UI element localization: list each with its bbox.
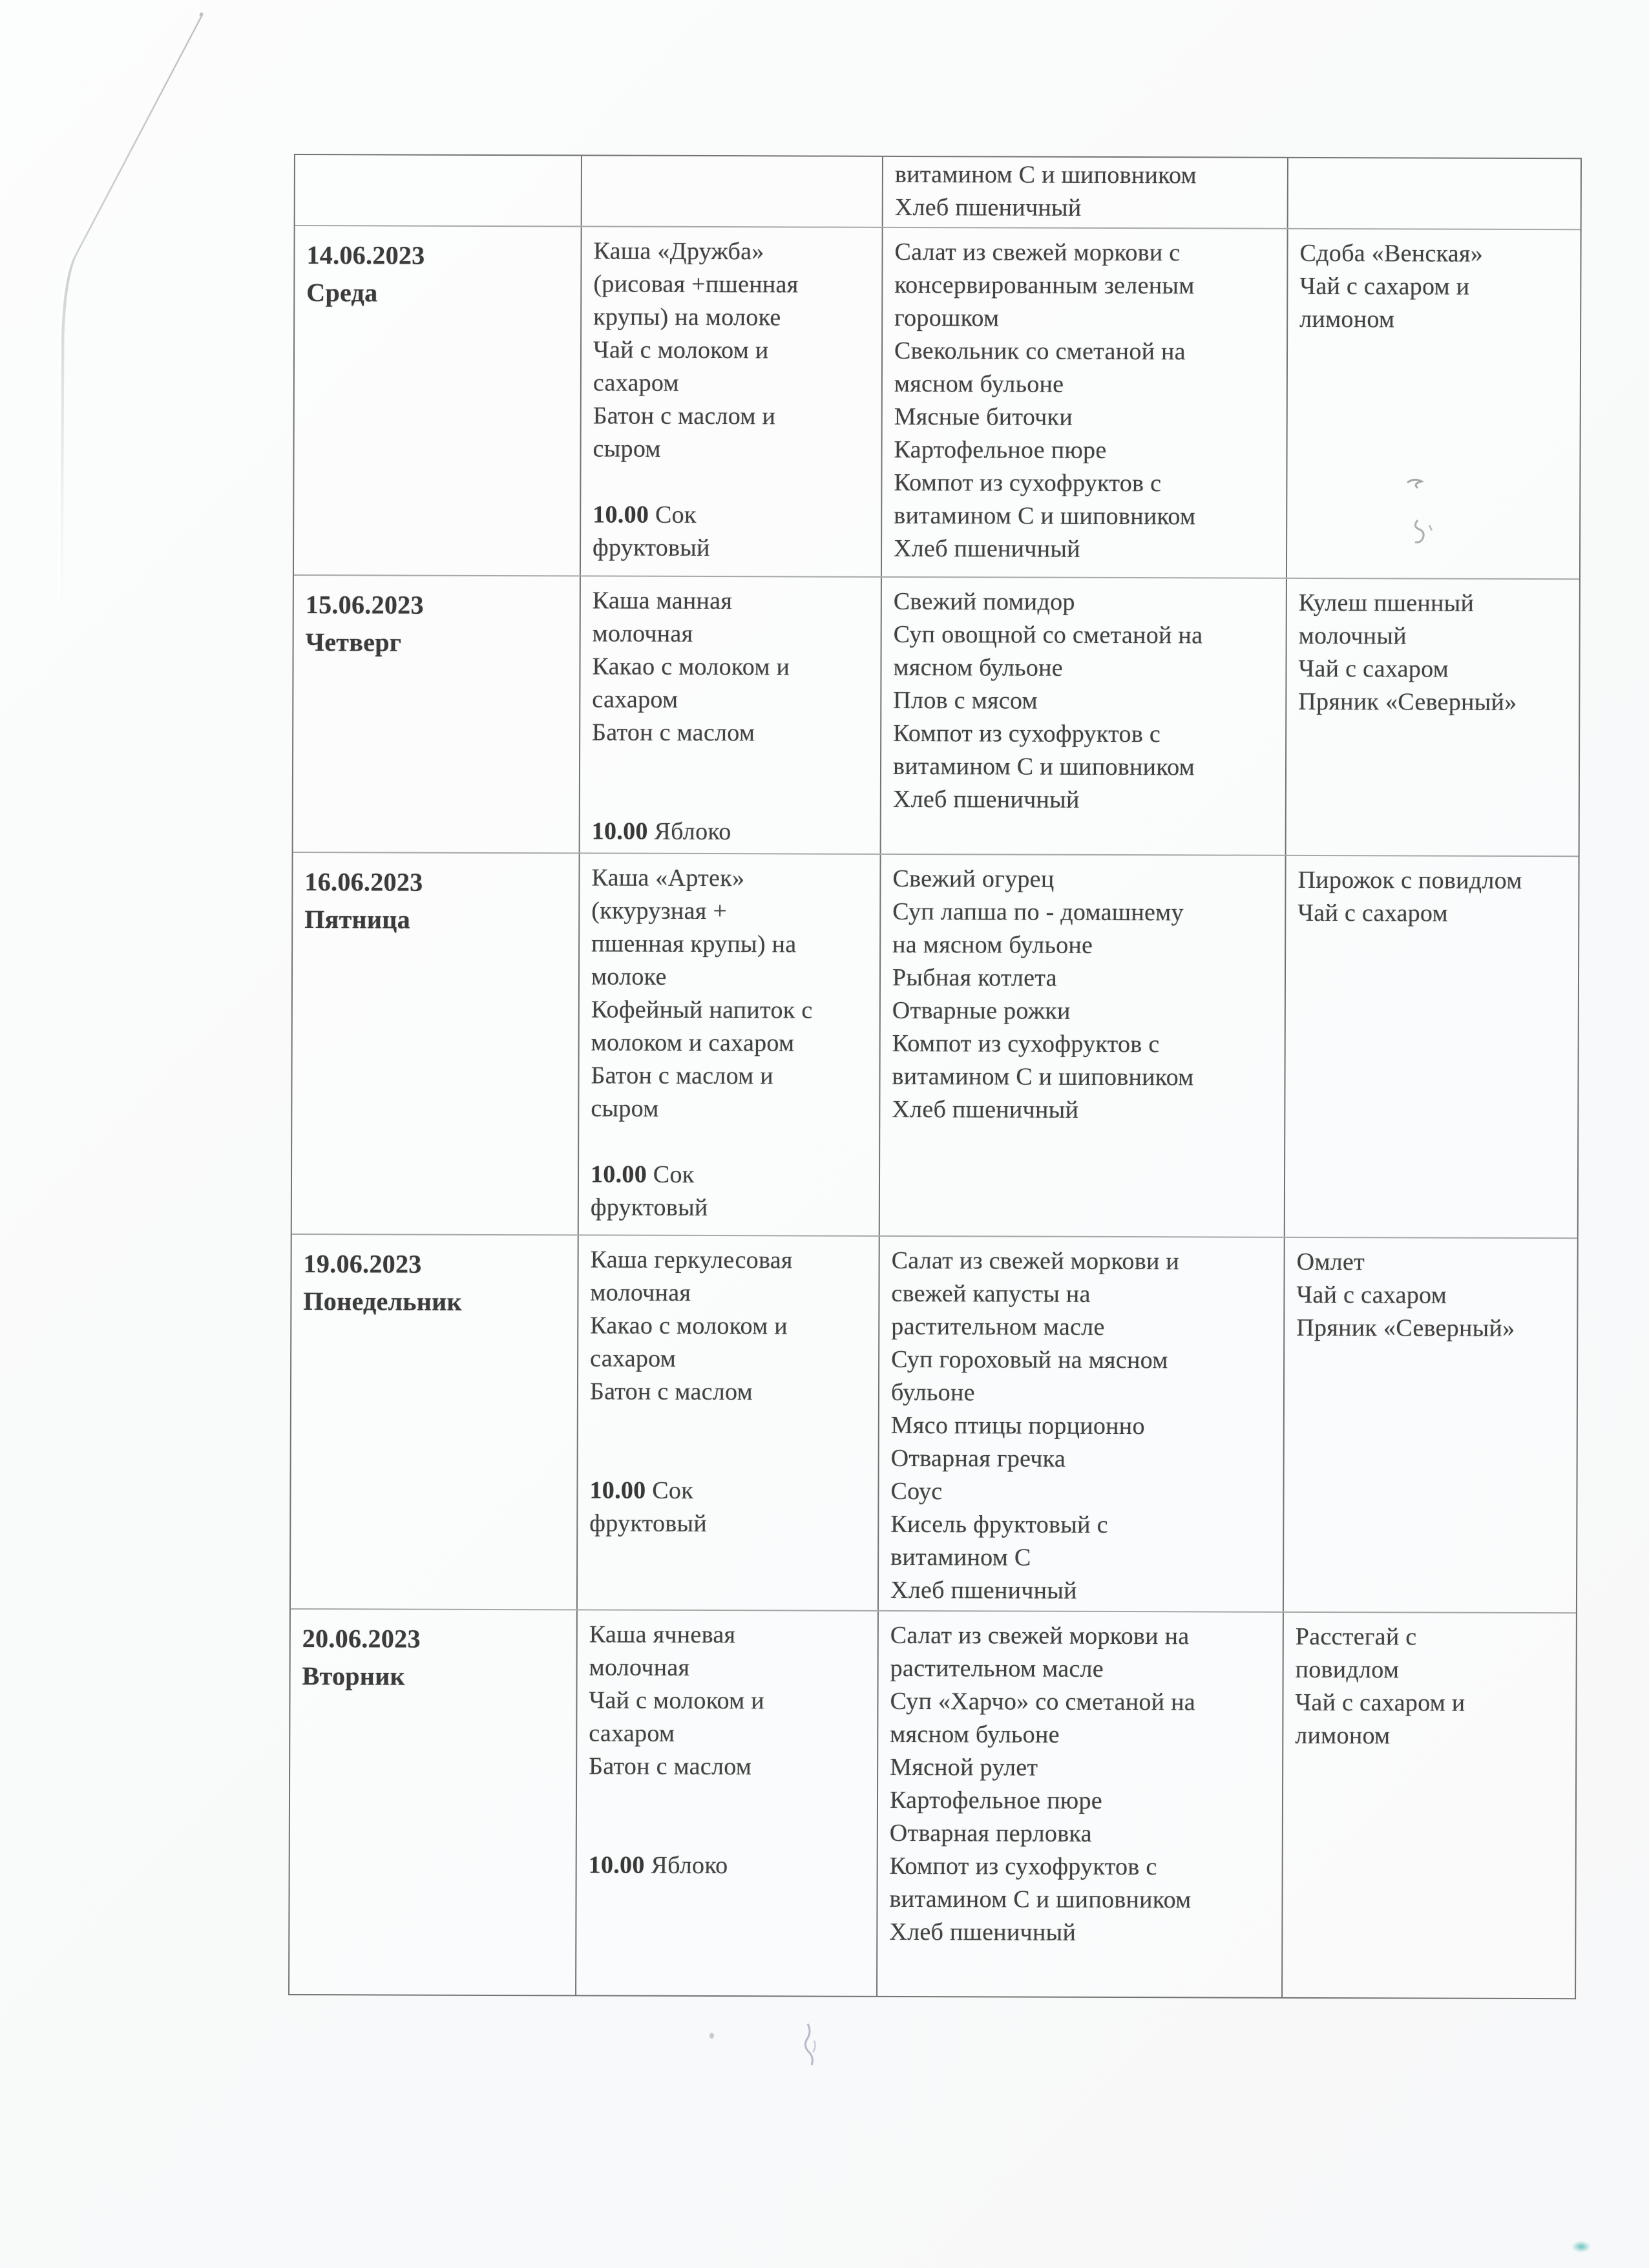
menu-item-text: Мясные биточки <box>894 403 1073 431</box>
menu-item-text: 10.00 Яблоко <box>588 1851 728 1880</box>
menu-item-text: растительном масле <box>891 1312 1105 1341</box>
menu-item-text: Пирожок с повидлом <box>1297 866 1522 894</box>
table-row <box>292 852 1579 1237</box>
menu-item-text: Хлеб пшеничный <box>890 1576 1077 1604</box>
menu-item-text: Чай с молоком и <box>593 336 769 364</box>
cell-breakfast <box>578 854 880 1235</box>
menu-item-text: Хлеб пшеничный <box>892 785 1080 814</box>
cell-breakfast <box>580 227 882 576</box>
menu-item-text: Хлеб пшеничный <box>892 1095 1079 1124</box>
menu-item-text: Суп лапша по - домашнему <box>892 898 1184 927</box>
menu-item-text: (рисовая +пшенная <box>593 270 799 299</box>
blank-line <box>590 1441 873 1475</box>
cell-date <box>292 853 579 1234</box>
menu-item-text: сахаром <box>593 369 679 397</box>
scan-squiggle-artifact <box>799 2021 824 2073</box>
table-row <box>291 1234 1577 1612</box>
menu-item-text: пшенная крупы) на <box>591 930 797 958</box>
menu-item-text: Свекольник со сметаной на <box>894 337 1186 366</box>
menu-item-text: на мясном бульоне <box>892 930 1093 959</box>
menu-item-text: сыром <box>593 435 661 463</box>
cell-date <box>294 226 581 575</box>
menu-item-text: мясном бульоне <box>893 653 1064 682</box>
menu-item-text: Суп «Харчо» со сметаной на <box>890 1687 1196 1716</box>
table-row <box>294 225 1581 578</box>
menu-item-text: 10.00 Сок <box>589 1476 694 1504</box>
menu-item-text: витамином С и шиповником <box>892 1062 1194 1091</box>
menu-item-text: Кофейный напиток с <box>591 996 813 1024</box>
menu-item-text: Картофельное пюре <box>894 436 1107 464</box>
menu-item-text: Батон с маслом и <box>593 402 776 430</box>
blank-line <box>589 1783 872 1816</box>
menu-item-text: Каша ячневая <box>589 1621 736 1649</box>
menu-item-text: Отварная перловка <box>889 1819 1092 1847</box>
menu-item-text: витамином С и шиповником <box>889 1885 1192 1914</box>
menu-item-text: молоке <box>591 963 667 991</box>
paper-fold-crease <box>0 0 271 646</box>
cell-lunch <box>876 1612 1283 1997</box>
blank-line <box>593 465 876 499</box>
menu-item-text: Соус <box>890 1477 943 1506</box>
blank-line <box>590 1408 873 1442</box>
menu-item-text: Каша геркулесовая <box>590 1246 793 1274</box>
blank-line <box>591 1125 874 1159</box>
cell-lunch <box>881 228 1287 578</box>
menu-item-text: крупы) на молоке <box>593 303 781 331</box>
cell-breakfast <box>576 1235 879 1610</box>
scan-speck-teal <box>1571 2241 1591 2252</box>
menu-item-text: Батон с маслом <box>589 1378 753 1406</box>
menu-item-text: Отварные рожки <box>892 996 1071 1025</box>
table-row <box>295 155 1581 229</box>
date-text: 19.06.2023 <box>303 1249 422 1279</box>
menu-item-text: фруктовый <box>590 1193 708 1222</box>
menu-item-text: повидлом <box>1295 1655 1400 1684</box>
menu-item-text: Суп гороховый на мясном <box>891 1345 1168 1374</box>
menu-item-text: лимоном <box>1299 305 1395 333</box>
menu-item-text: 10.00 Сок <box>593 501 697 529</box>
menu-item-text: Чай с молоком и <box>589 1686 765 1715</box>
menu-item-text: Свежий огурец <box>892 865 1055 893</box>
date-text: 16.06.2023 <box>304 867 423 897</box>
menu-item-text: витамином С и шиповником <box>894 160 1197 189</box>
menu-item-text: 10.00 Яблоко <box>591 817 731 846</box>
menu-item-text: Плов с мясом <box>893 686 1038 715</box>
menu-item-text: мясном бульоне <box>894 370 1064 398</box>
menu-item-text: мясном бульоне <box>890 1720 1060 1748</box>
menu-item-text: Какао с молоком и <box>592 653 790 681</box>
cell-date <box>295 155 581 226</box>
menu-item-text: бульоне <box>890 1378 975 1407</box>
menu-item-text: молоком и сахаром <box>591 1029 795 1057</box>
menu-item-text: Компот из сухофруктов с <box>889 1852 1157 1881</box>
menu-item-text: Кулеш пшенный <box>1298 589 1475 617</box>
menu-item-text: молочная <box>589 1654 690 1681</box>
menu-item-text: Кисель фруктовый с <box>890 1510 1108 1538</box>
cell-lunch <box>879 855 1285 1237</box>
menu-item-text: фруктовый <box>593 534 710 562</box>
date-text: Вторник <box>302 1661 405 1691</box>
menu-item-text: Хлеб пшеничный <box>894 193 1082 222</box>
menu-table <box>288 154 1582 1999</box>
menu-item-text: молочный <box>1298 622 1407 650</box>
menu-item-text: Хлеб пшеничный <box>889 1918 1077 1946</box>
menu-item-text: Пряник «Северный» <box>1296 1314 1515 1342</box>
cell-date <box>291 1235 578 1609</box>
menu-item-text: фруктовый <box>589 1509 708 1538</box>
cell-breakfast <box>579 576 881 853</box>
menu-item-text: горошком <box>894 304 1000 332</box>
menu-item-text: Чай с сахаром <box>1296 1281 1447 1309</box>
menu-item-text: Батон с маслом <box>592 719 755 747</box>
menu-item-text: Чай с сахаром и <box>1299 272 1470 300</box>
menu-item-text: Каша «Дружба» <box>593 237 764 266</box>
date-text: 14.06.2023 <box>306 240 425 270</box>
menu-item-text: Батон с маслом и <box>591 1062 774 1090</box>
cell-snack <box>1281 1613 1576 1998</box>
menu-item-text: Чай с сахаром <box>1298 655 1449 683</box>
menu-item-text: Салат из свежей моркови и <box>891 1246 1180 1276</box>
menu-item-text: витамином С и шиповником <box>894 501 1196 530</box>
menu-item-text: Чай с сахаром и <box>1295 1688 1465 1717</box>
date-text: 20.06.2023 <box>302 1624 421 1654</box>
menu-item-text: Каша «Артек» <box>591 864 745 892</box>
menu-item-text: Суп овощной со сметаной на <box>893 620 1203 649</box>
cell-snack <box>1287 158 1581 229</box>
date-text: Среда <box>306 278 378 308</box>
date-text: Четверг <box>305 627 402 657</box>
menu-item-text: сахаром <box>590 1345 677 1372</box>
cell-lunch <box>877 1237 1284 1612</box>
blank-line <box>592 749 875 782</box>
menu-item-text: Картофельное пюре <box>889 1786 1103 1814</box>
menu-item-text: молочная <box>590 1279 691 1307</box>
cell-lunch <box>882 157 1287 228</box>
menu-item-text: сахаром <box>592 686 678 713</box>
menu-item-text: Чай с сахаром <box>1297 899 1448 927</box>
blank-line <box>589 1816 872 1849</box>
date-text: Пятница <box>304 905 411 934</box>
menu-item-text: Хлеб пшеничный <box>894 534 1080 563</box>
menu-item-text: Салат из свежей моркови с <box>894 238 1181 267</box>
cell-snack <box>1284 856 1579 1237</box>
menu-item-text: Компот из сухофруктов с <box>892 1029 1160 1058</box>
menu-item-text: консервированным зеленым <box>894 271 1195 300</box>
menu-item-text: сахаром <box>589 1719 675 1747</box>
menu-item-text: (ккурузная + <box>591 897 728 925</box>
cell-snack <box>1286 229 1581 578</box>
menu-item-text: Мясо птицы порционно <box>890 1411 1145 1440</box>
cell-snack <box>1283 1238 1577 1612</box>
menu-item-text: Омлет <box>1296 1248 1365 1276</box>
cell-date <box>293 576 580 852</box>
menu-item-text: Пряник «Северный» <box>1298 688 1517 716</box>
scan-speck <box>709 2033 714 2039</box>
cell-breakfast <box>575 1610 877 1995</box>
cell-breakfast <box>581 156 882 226</box>
menu-item-text: Мясной рулет <box>890 1753 1038 1781</box>
menu-item-text: Салат из свежей моркови на <box>890 1621 1190 1650</box>
cell-lunch <box>880 578 1286 855</box>
blank-line <box>592 782 875 815</box>
menu-item-text: Каша манная <box>592 587 733 615</box>
menu-item-text: Компот из сухофруктов с <box>894 468 1162 498</box>
table-row <box>293 574 1579 856</box>
menu-item-text: молочная <box>592 620 693 647</box>
menu-item-text: Какао с молоком и <box>590 1312 788 1340</box>
menu-item-text: Расстегай с <box>1295 1622 1417 1651</box>
menu-item-text: свежей капусты на <box>891 1279 1091 1308</box>
cell-date <box>289 1610 576 1995</box>
menu-item-text: витамином С и шиповником <box>892 752 1195 781</box>
menu-item-text: лимоном <box>1295 1721 1391 1750</box>
menu-item-text: Свежий помидор <box>893 587 1075 616</box>
menu-item-text: сыром <box>591 1095 659 1122</box>
table-row <box>289 1608 1576 1998</box>
cell-snack <box>1285 579 1579 856</box>
menu-item-text: витамином С <box>890 1543 1031 1571</box>
menu-item-text: Сдоба «Венская» <box>1299 239 1484 268</box>
menu-item-text: Рыбная котлета <box>892 963 1057 992</box>
date-text: 15.06.2023 <box>305 590 424 620</box>
menu-item-text: 10.00 Сок <box>590 1160 695 1188</box>
date-text: Понедельник <box>303 1286 462 1316</box>
menu-item-text: растительном масле <box>890 1654 1104 1683</box>
menu-item-text: Компот из сухофруктов с <box>893 719 1161 748</box>
menu-item-text: Батон с маслом <box>589 1752 752 1781</box>
menu-item-text: Отварная гречка <box>890 1444 1066 1473</box>
